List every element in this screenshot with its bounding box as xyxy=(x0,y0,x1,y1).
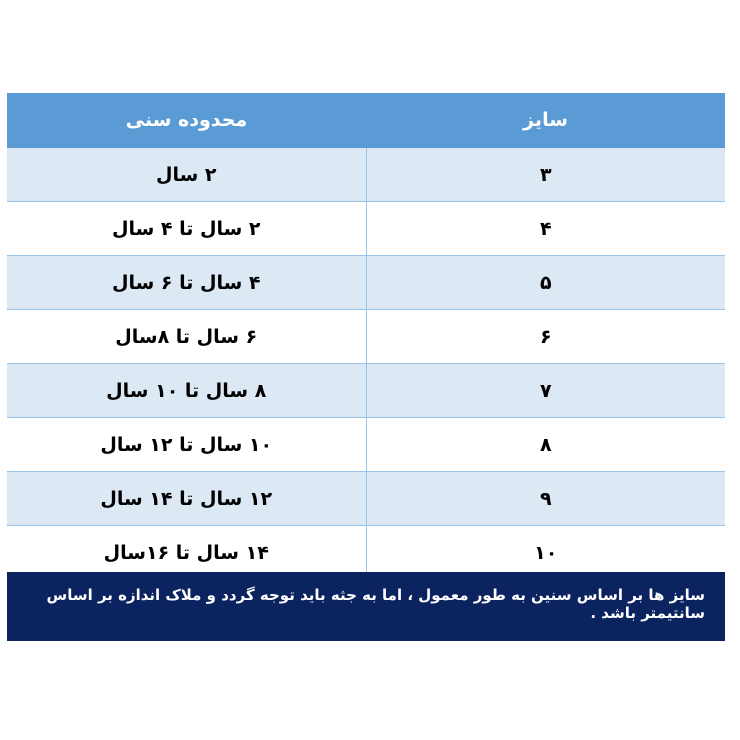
size-cell: ۶ xyxy=(366,310,725,364)
header-size: سایز xyxy=(366,93,725,148)
size-cell: ۳ xyxy=(366,148,725,202)
sizing-note-banner xyxy=(7,572,725,641)
table-row xyxy=(7,256,725,310)
table-row xyxy=(7,526,725,580)
size-cell: ۹ xyxy=(366,472,725,526)
size-cell: ۵ xyxy=(366,256,725,310)
age-cell: ۱۰ سال تا ۱۲ سال xyxy=(7,418,366,472)
table-header-row xyxy=(7,93,725,148)
age-cell: ۱۲ سال تا ۱۴ سال xyxy=(7,472,366,526)
age-cell: ۶ سال تا ۸سال xyxy=(7,310,366,364)
size-cell: ۷ xyxy=(366,364,725,418)
table-row xyxy=(7,364,725,418)
size-cell: ۴ xyxy=(366,202,725,256)
age-cell: ۱۴ سال تا ۱۶سال xyxy=(7,526,366,580)
table-row xyxy=(7,472,725,526)
age-cell: ۸ سال تا ۱۰ سال xyxy=(7,364,366,418)
size-chart-table xyxy=(7,93,725,579)
size-cell: ۱۰ xyxy=(366,526,725,580)
sizing-note-text: سایز ها بر اساس سنین به طور معمول ، اما به جثه باید توجه گردد و ملاک اندازه بر اساس سانتیمتر باشد . xyxy=(46,586,705,622)
age-cell: ۲ سال تا ۴ سال xyxy=(7,202,366,256)
table-row xyxy=(7,202,725,256)
size-cell: ۸ xyxy=(366,418,725,472)
table-row xyxy=(7,148,725,202)
age-cell: ۴ سال تا ۶ سال xyxy=(7,256,366,310)
age-cell: ۲ سال xyxy=(7,148,366,202)
table-row xyxy=(7,418,725,472)
header-age-range: محدوده سنی xyxy=(7,93,366,148)
table-row xyxy=(7,310,725,364)
